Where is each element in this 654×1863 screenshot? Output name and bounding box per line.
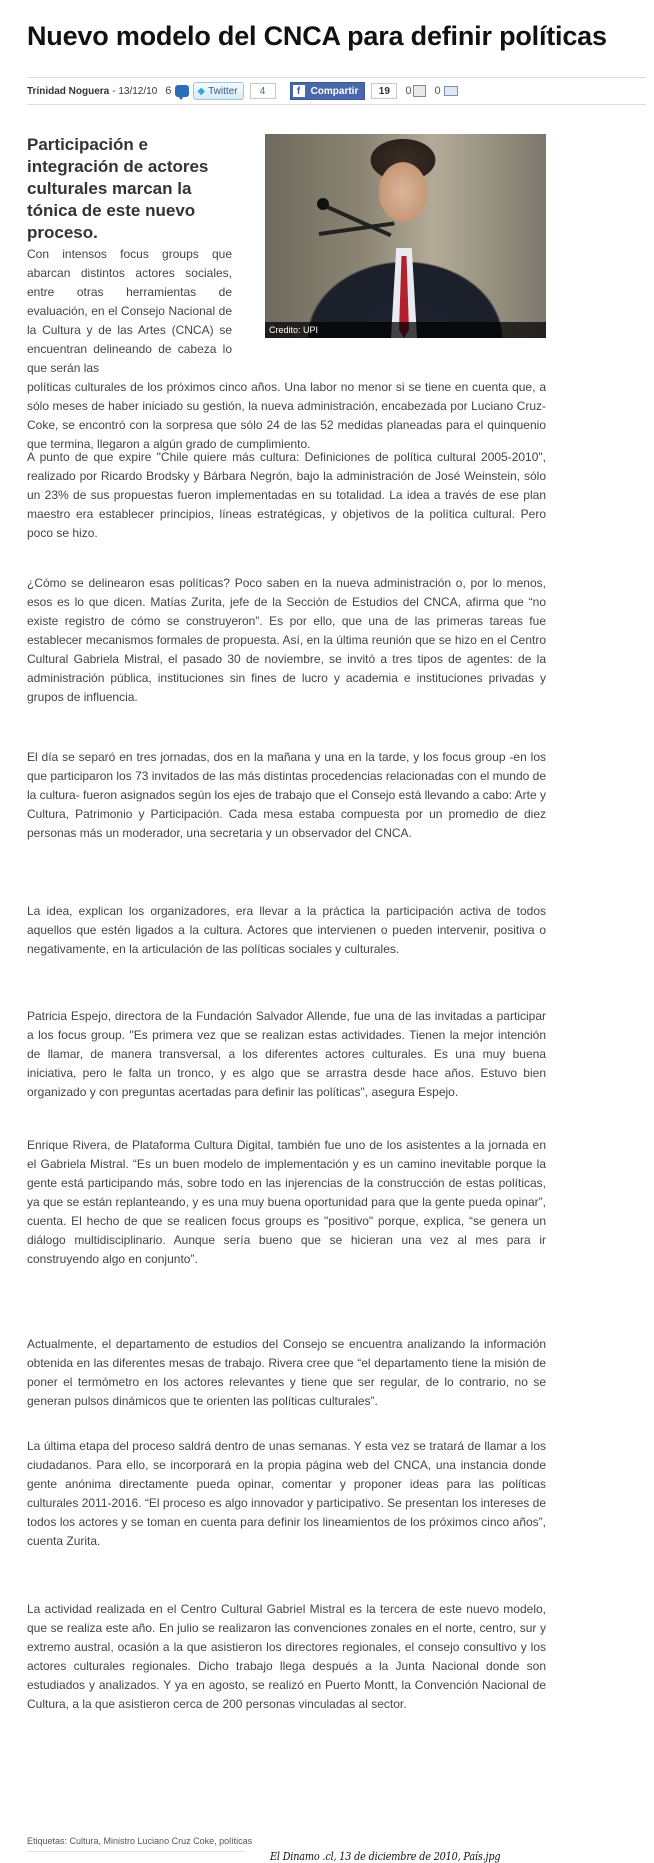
paragraph: [27, 245, 546, 454]
paragraph: La idea, explican los organizadores, era llevar a la práctica la participación activa de todos aquellos que estén ligados a la cultura. Actores que intervienen o pueden intervenir, positiva o negativamente, en la articulación de las políticas sociales y culturales.: [27, 904, 546, 956]
print-count: 0: [405, 85, 412, 97]
paragraph-full-part: políticas culturales de los próximos cinco años. Una labor no menor si se tiene en cuenta que, a sólo meses de haber iniciado su gestión, la nueva administración, encabezada por Luciano Cruz-Coke, se encontró con la sorpresa que sólo 24 de las 52 medidas planeadas para el quinquenio que termina, llegaron a algún grado de cumplimiento.: [27, 380, 546, 451]
comment-bubble-icon[interactable]: [175, 85, 189, 97]
twitter-label: Twitter: [208, 85, 238, 97]
tags-divider: [27, 1851, 245, 1852]
photo-caption: Credito: UPI: [265, 322, 546, 338]
comment-count[interactable]: 6: [165, 85, 172, 97]
paragraph: ¿Cómo se delinearon esas políticas? Poco saben en la nueva administración o, por lo menos, esos es lo que dicen. Matías Zurita, jefe de la Sección de Estudios del CNCA, afirma que “no existe registro de cómo se construyeron”. Es por ello, que una de las primeras tareas fue establecer mecanismos formales de propuesta. Así, en la última reunión que se hizo en el Centro Cultural Gabriela Mistral, el pasado 30 de noviembre, se invitó a tres tipos de agentes: de la administración pública, instituciones sin fines de lucro y academia e instituciones privadas y grupos de influencia.: [27, 576, 546, 704]
twitter-button[interactable]: [193, 82, 243, 100]
facebook-count: 19: [371, 83, 397, 99]
print-icon[interactable]: [413, 85, 426, 97]
paragraph: Enrique Rivera, de Plataforma Cultura Digital, también fue uno de los asistentes a la jornada en el Gabriela Mistral. “Es un buen modelo de implementación y es un camino inevitable porque la gente está participando más, sobre todo en las injerencias de la construcción de estas políticas, ya que se están replanteando, y es una muy buena oportunidad para que la gente pueda opinar”, cuenta. El hecho de que se realicen focus groups es "positivo" porque, explica, “se genera un diálogo multidisciplinario. Aunque sería bueno que se hicieran una vez al mes para ir construyendo algo en conjunto”.: [27, 1138, 546, 1266]
paragraph: La última etapa del proceso saldrá dentro de unas semanas. Y esta vez se tratará de llamar a los ciudadanos. Para ello, se incorporará en la propia página web del CNCA, una instancia donde gente anónima directamente pueda opinar, comentar y proponer ideas para las políticas culturales 2011-2016. “El proceso es algo innovador y participativo. Se presentan los intereses de todos los actores y se toman en cuenta para definir los lineamientos de los próximos cinco años”, cuenta Zurita.: [27, 1439, 546, 1548]
source-note: El Dinamo .cl, 13 de diciembre de 2010, País.jpg: [270, 1850, 501, 1863]
paragraph: A punto de que expire "Chile quiere más cultura: Definiciones de política cultural 2005-2010", realizado por Ricardo Brodsky y Bárbara Negrón, bajo la administración de José Weinstein, sólo un 23% de sus propuestas fueron implementadas en su totalidad. La idea a través de ese plan maestro era establecer principios, líneas estratégicas, y objetivos de la política cultural. Pero poco se hizo.: [27, 450, 546, 540]
twitter-count: 4: [250, 83, 276, 99]
author-name[interactable]: Trinidad Noguera: [27, 85, 110, 97]
email-icon[interactable]: [444, 86, 458, 96]
twitter-bird-icon: ◆: [197, 85, 206, 97]
article: [27, 0, 646, 1846]
facebook-share-button[interactable]: [290, 82, 366, 100]
paragraph: La actividad realizada en el Centro Cultural Gabriel Mistral es la tercera de este nuevo modelo, que se realiza este año. En julio se realizaron las convenciones zonales en el norte, centro, sur y extremo austral, ocasión a la que asistieron los directores regionales, el consejo consultivo y los actores culturales regionales. Dicho trabajo llega después a la Junta Nacional donde son estudiados y analizados. Y ya en agosto, se realizó en Puerto Montt, la Convención Nacional de Cultura, a la que asistieron cerca de 200 personas vinculadas al sector.: [27, 1602, 546, 1711]
email-count: 0: [434, 85, 441, 97]
article-lead: Participación e integración de actores culturales marcan la tónica de este nuevo proceso.: [27, 135, 209, 242]
facebook-label: Compartir: [310, 85, 359, 97]
share-bar: [27, 77, 646, 105]
paragraph: Actualmente, el departamento de estudios del Consejo se encuentra analizando la información obtenida en las diferentes mesas de trabajo. Rivera cree que “el departamento tiene la misión de poner el termómetro en los actores relevantes y tiene que ser regular, de lo contrario, no se generan pulsos dinámicos que te orienten las políticas culturales”.: [27, 1337, 546, 1408]
paragraph-narrow-part: Con intensos focus groups que abarcan distintos actores sociales, entre otras herramientas de evaluación, en el Consejo Nacional de la Cultura y de las Artes (CNCA) se encuentran delineando de cabeza lo que serán las: [27, 247, 232, 375]
photo-microphone-head: [317, 198, 329, 210]
publish-date: - 13/12/10: [112, 85, 158, 97]
paragraph: El día se separó en tres jornadas, dos en la mañana y una en la tarde, y los focus group -en los que participaron los 73 invitados de las más distintas procedencias relacionadas con el mundo de la cultura- fueron asignados según los ejes de trabajo que el Consejo está llevando a cabo: Arte y Cultura, Patrimonio y Participación. Cada mesa estaba compuesta por un promedio de diez personas más un moderador, una secretaria y un observador del CNCA.: [27, 750, 546, 840]
article-title: Nuevo modelo del CNCA para definir políticas: [27, 21, 607, 51]
paragraph: Patricia Espejo, directora de la Fundación Salvador Allende, fue una de las invitadas a participar a los focus group. "Es primera vez que se realizan estas actividades. Tienen la mejor intención de llamar, de manera transversal, a los diferentes actores culturales. Es una muy buena iniciativa, pero le falta un tronco, y es algo que se arrastra desde hace años. Estuvo bien organizado y con preguntas acertadas para definir las políticas", asegura Espejo.: [27, 1009, 546, 1099]
tags-line[interactable]: Etiquetas: Cultura, Ministro Luciano Cruz Coke, políticas: [27, 1836, 253, 1846]
facebook-icon: f: [293, 85, 305, 97]
